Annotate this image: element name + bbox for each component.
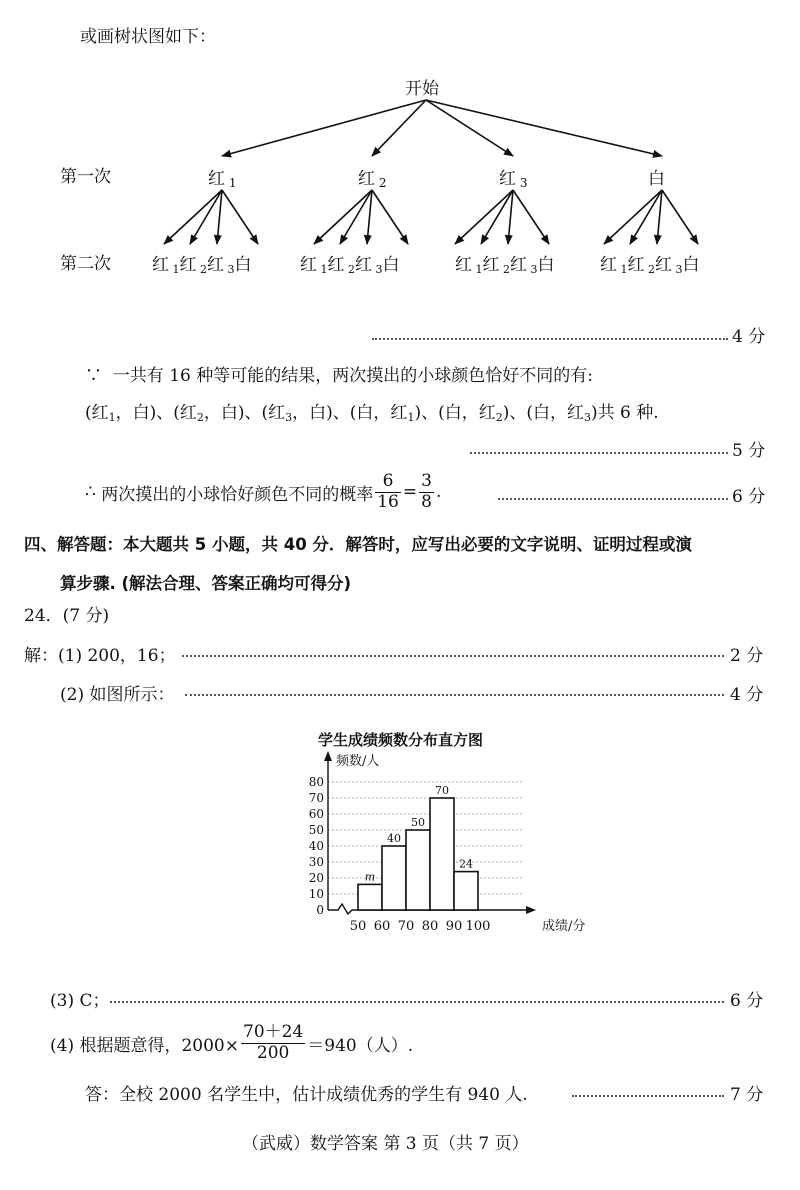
fraction-numerator: 3: [421, 470, 432, 491]
y-tick-label: 30: [308, 855, 324, 869]
probability-line: [85, 470, 441, 514]
score-4: 4 分: [732, 327, 766, 347]
pairs-part: )、(白，红: [502, 403, 584, 423]
tree-intro: 或画树状图如下：: [80, 27, 216, 47]
fraction-94-200: [241, 1023, 305, 1063]
tree-leaf-label: 白: [682, 255, 700, 275]
dot-leader: [498, 498, 728, 500]
tree-leaf-label: 红: [600, 255, 617, 275]
x-axis-arrow: [526, 906, 536, 914]
score-5: 5 分: [732, 441, 766, 461]
tree-arrow: [604, 190, 662, 244]
bar-data-label: 24: [459, 857, 473, 871]
tree-leaf-label: 红: [510, 255, 527, 275]
tree-level2-label: 第二次: [60, 254, 111, 274]
tree-leaf-label: 红: [300, 255, 317, 275]
tree-leaf-label: 白: [234, 255, 252, 275]
explanation-pairs: [85, 398, 659, 424]
histogram-bar: [454, 872, 478, 910]
pairs-sub: 3: [285, 411, 293, 424]
y-axis-label: 频数/人: [336, 754, 380, 769]
x-tick-label: 100: [465, 919, 491, 934]
tree-level1-node: 红 $_3$: [499, 169, 528, 190]
part4-prefix: (4) 根据题意得，2000×: [50, 1035, 239, 1056]
pairs-sub: 3: [583, 411, 591, 424]
tree-arrow: [662, 190, 698, 244]
explanation-line1-text: 一共有 16 种等可能的结果，两次摸出的小球颜色恰好不同的有:: [112, 366, 593, 386]
equals-sign: =: [402, 482, 418, 502]
tree-arrow: [314, 190, 372, 244]
tree-leaf-label: 红: [152, 255, 169, 275]
q24-answer: 答：全校 2000 名学生中，估计成绩优秀的学生有 940 人.: [85, 1085, 528, 1105]
tree-leaf-label: 红: [455, 255, 472, 275]
tree-arrow: [455, 190, 513, 244]
fraction-denominator: 16: [377, 491, 399, 512]
fraction-numerator: 70＋24: [243, 1021, 304, 1042]
x-tick-label: 70: [397, 919, 415, 934]
because-symbol: ∵: [85, 366, 102, 386]
histogram-bar: [358, 884, 382, 910]
fraction-denominator: 8: [421, 491, 432, 512]
dot-leader: [110, 1001, 724, 1003]
tree-leaf-label: 红: [655, 255, 672, 275]
tree-level1-node: 红 $_1$: [208, 169, 237, 190]
y-tick-label: 10: [308, 887, 324, 901]
y-tick-label: 60: [308, 807, 324, 821]
y-tick-label: 50: [308, 823, 324, 837]
page-footer: （武威）数学答案 第 3 页（共 7 页）: [242, 1134, 529, 1154]
fraction-6-16: [375, 472, 401, 512]
tree-arrow: [513, 190, 549, 244]
y-tick-label: 80: [308, 775, 324, 789]
dot-leader: [185, 694, 724, 696]
x-tick-label: 80: [421, 919, 439, 934]
tree-level2-group: 红 $_1$红 $_2$红 $_3$白: [455, 255, 555, 276]
x-tick-label: 90: [445, 919, 463, 934]
tree-arrow: [426, 100, 513, 156]
period: .: [435, 482, 442, 502]
chart-title: 学生成绩频数分布直方图: [318, 731, 484, 749]
solution-prefix: 解：: [24, 646, 58, 666]
x-tick-label: 50: [349, 919, 367, 934]
part2-score: 4 分: [730, 685, 764, 705]
histogram-bar: [430, 798, 454, 910]
histogram-bar: [382, 846, 406, 910]
tree-arrow: [222, 190, 258, 244]
histogram-chart: [300, 745, 620, 965]
pairs-sub: 2: [495, 411, 503, 424]
tree-leaf-label: 红: [179, 255, 197, 275]
part1-text: (1) 200，16；: [58, 646, 176, 666]
bar-data-label: 40: [387, 832, 401, 845]
pairs-sub: 1: [108, 411, 116, 424]
tree-leaf-label: 红: [327, 255, 345, 275]
section4-heading-line2: 算步骤. (解法合理、答案正确均可得分): [60, 574, 352, 593]
pairs-part: (红: [85, 403, 109, 423]
score-6: 6 分: [732, 487, 766, 507]
probability-text: 两次摸出的小球恰好颜色不同的概率: [101, 484, 374, 505]
part3-score: 6 分: [730, 991, 764, 1011]
tree-arrow: [426, 100, 662, 156]
tree-level2-group: 红 $_1$红 $_2$红 $_3$白: [152, 255, 252, 276]
tree-arrow: [372, 190, 408, 244]
tree-diagram: [0, 0, 800, 300]
tree-level1-node: 红 $_2$: [358, 169, 387, 190]
dot-leader: [182, 655, 724, 657]
pairs-sub: 1: [407, 411, 415, 424]
q24-number: 24．(7 分): [24, 606, 110, 626]
y-tick-label: 0: [316, 903, 324, 917]
bar-data-label: 50: [411, 816, 425, 829]
fraction-3-8: [419, 472, 434, 512]
tree-leaf-label: 白: [537, 255, 555, 275]
q24-part1: [24, 641, 176, 666]
tree-leaf-label: 红: [355, 255, 372, 275]
pairs-part: )、(白，红: [414, 403, 496, 423]
pairs-part: ，白)、(白，红: [292, 403, 408, 423]
q24-part4: [50, 1020, 413, 1066]
tree-leaf-label: 红: [482, 255, 500, 275]
answer-score: 7 分: [730, 1085, 764, 1105]
histogram-bar: [406, 830, 430, 910]
pairs-part: )共 6 种.: [590, 403, 659, 423]
part1-score: 2 分: [730, 646, 764, 666]
tree-level1-node: 白: [648, 169, 665, 189]
dot-leader: [470, 452, 728, 454]
tree-level1-label: 第一次: [60, 167, 111, 187]
q24-part2: (2) 如图所示：: [60, 685, 175, 705]
y-tick-label: 20: [308, 871, 324, 885]
pairs-part: ，白)、(红: [203, 403, 286, 423]
y-axis-arrow: [324, 751, 332, 761]
tree-leaf-label: 红: [207, 255, 224, 275]
x-tick-label: 60: [373, 919, 391, 934]
tree-level2-group: 红 $_1$红 $_2$红 $_3$白: [600, 255, 700, 276]
bar-data-label: 70: [435, 784, 449, 797]
tree-arrow: [222, 100, 426, 156]
pairs-part: ，白)、(红: [115, 403, 197, 423]
y-tick-label: 70: [308, 791, 324, 805]
tree-leaf-label: 红: [627, 255, 645, 275]
tree-level2-group: 红 $_1$红 $_2$红 $_3$白: [300, 255, 400, 276]
q24-part3: (3) C；: [50, 991, 110, 1011]
dot-leader: [572, 1095, 724, 1097]
explanation-line1: [85, 361, 593, 386]
dot-leader: [372, 338, 728, 340]
tree-leaf-label: 白: [382, 255, 400, 275]
bar-data-label: m: [364, 870, 376, 884]
section4-heading-line1: 四、解答题：本大题共 5 小题，共 40 分．解答时，应写出必要的文字说明、证明过程或演: [24, 535, 692, 554]
therefore-symbol: ∴: [85, 482, 96, 502]
tree-arrow: [372, 100, 426, 156]
tree-arrow: [164, 190, 222, 244]
y-tick-label: 40: [308, 839, 324, 853]
fraction-numerator: 6: [375, 472, 401, 493]
fraction-denominator: 200: [256, 1042, 290, 1063]
tree-root: 开始: [405, 79, 439, 99]
pairs-sub: 2: [196, 411, 204, 424]
part4-suffix: ＝940（人）.: [307, 1035, 414, 1056]
x-axis-label: 成绩/分: [542, 919, 586, 934]
